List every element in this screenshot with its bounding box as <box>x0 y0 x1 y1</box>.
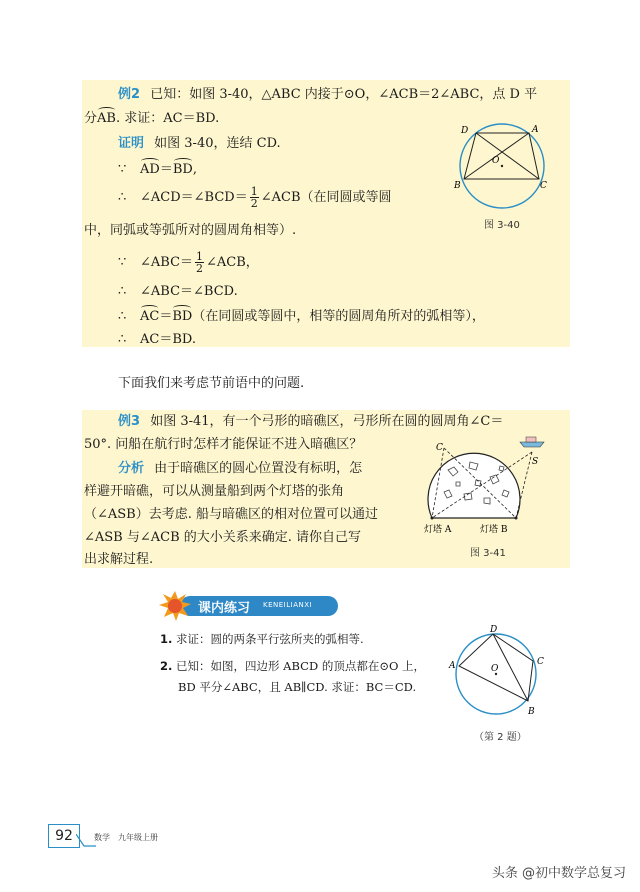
footer-book: 数学 <box>94 833 110 842</box>
label-c: C <box>537 657 544 667</box>
footer-grade: 九年级上册 <box>118 833 158 842</box>
analysis-line-4: ∠ASB 与∠ACB 的大小关系来确定. 请你自己写 <box>84 530 362 545</box>
chord-dc <box>476 133 539 179</box>
label-lamp-a: 灯塔 A <box>424 525 452 535</box>
fraction-half: $\frac{1}{2}$ <box>250 185 258 210</box>
label-d: D <box>461 126 469 136</box>
proof-step-1: ∵ AD＝BD, <box>118 162 197 177</box>
page-number: 92 <box>48 824 80 848</box>
label-o: O <box>492 156 500 166</box>
proof-step-2: ∴ ∠ACD＝∠BCD＝ $\frac{1}{2}$ ∠ACB（在同圆或等圆 <box>118 185 392 210</box>
label-a: A <box>532 125 539 135</box>
page-corner-decoration <box>76 834 96 848</box>
lighthouse-b-icon <box>515 517 518 520</box>
analysis-line-2: 样避开暗礁，可以从测量船到两个灯塔的张角 <box>84 484 345 499</box>
example-3-line-1: 例3 如图 3-41，有一个弓形的暗礁区，弓形所在圆的圆周角∠C＝ <box>118 414 504 429</box>
center-o <box>501 165 503 167</box>
question-2-figure-caption: （第 2 题） <box>474 732 527 743</box>
analysis-line-1: 分析 由于暗礁区的圆心位置没有标明，怎 <box>118 461 363 476</box>
figure-question-2 <box>444 624 554 724</box>
label-b: B <box>454 181 461 191</box>
proof-label: 证明 <box>118 136 145 151</box>
practice-banner <box>158 596 338 616</box>
analysis-label: 分析 <box>118 461 145 476</box>
label-s: S <box>532 457 539 467</box>
example-2-line-2: 分AB. 求证：AC＝BD. <box>84 111 220 126</box>
lighthouse-a-icon <box>431 517 434 520</box>
proof-step-4: ∴ ∠ABC＝∠BCD. <box>118 284 238 299</box>
ship-icon <box>520 437 544 447</box>
example-3-label: 例3 <box>118 414 141 429</box>
question-1: 1. 求证：圆的两条平行弦所夹的弧相等. <box>160 632 364 646</box>
proof-step-5: ∴ AC＝BD（在同圆或等圆中，相等的圆周角所对的弧相等）， <box>118 309 485 324</box>
label-c: C <box>436 443 443 453</box>
label-lamp-b: 灯塔 B <box>480 525 508 535</box>
question-2-line-2: BD 平分∠ABC，且 AB∥CD. 求证：BC＝CD. <box>178 680 417 694</box>
practice-title: 课内练习 <box>198 601 251 616</box>
proof-step-3: ∵ ∠ABC＝ $\frac{1}{2}$ ∠ACB， <box>118 250 259 275</box>
proof-heading <box>118 135 281 153</box>
watermark: 头条 @初中数学总复习 <box>491 866 626 881</box>
therefore-symbol: ∴ <box>118 190 127 205</box>
quadrilateral <box>464 133 539 179</box>
figure-3-41-caption: 图 3-41 <box>470 548 506 559</box>
analysis-line-5: 出求解过程. <box>84 552 154 567</box>
arc-ab: AB <box>97 111 116 126</box>
analysis-line-3: （∠ASB）去考虑. 船与暗礁区的相对位置可以通过 <box>84 507 379 522</box>
proof-intro: 如图 3-40，连结 CD. <box>154 136 281 151</box>
example-2-line-1 <box>118 86 537 104</box>
figure-3-40 <box>448 118 558 228</box>
label-b: B <box>528 707 535 717</box>
label-d: D <box>490 625 498 635</box>
example-2-given: 已知：如图 3-40，△ABC 内接于⊙O，∠ACB＝2∠ABC，点 D 平 <box>150 87 538 102</box>
label-a: A <box>449 661 456 671</box>
figure-3-41 <box>420 432 568 544</box>
proof-step-6: ∴ AC＝BD. <box>118 332 196 347</box>
example-2-label: 例2 <box>118 87 141 102</box>
label-c: C <box>540 181 547 191</box>
transition-text: 下面我们来考虑节前语中的问题. <box>118 376 305 391</box>
proof-step-2-cont: 中，同弧或等弧所对的圆周角相等）. <box>84 223 297 238</box>
figure-3-40-caption: 图 3-40 <box>484 220 520 231</box>
label-o: O <box>491 664 499 674</box>
because-symbol: ∵ <box>118 162 127 177</box>
question-2-line-1: 2. 已知：如图，四边形 ABCD 的顶点都在⊙O 上， <box>160 659 426 673</box>
example-3-line-2: 50°. 问船在航行时怎样才能保证不进入暗礁区？ <box>84 437 363 452</box>
sun-icon <box>158 590 192 622</box>
practice-subtitle: KENEILIANXI <box>263 601 313 609</box>
